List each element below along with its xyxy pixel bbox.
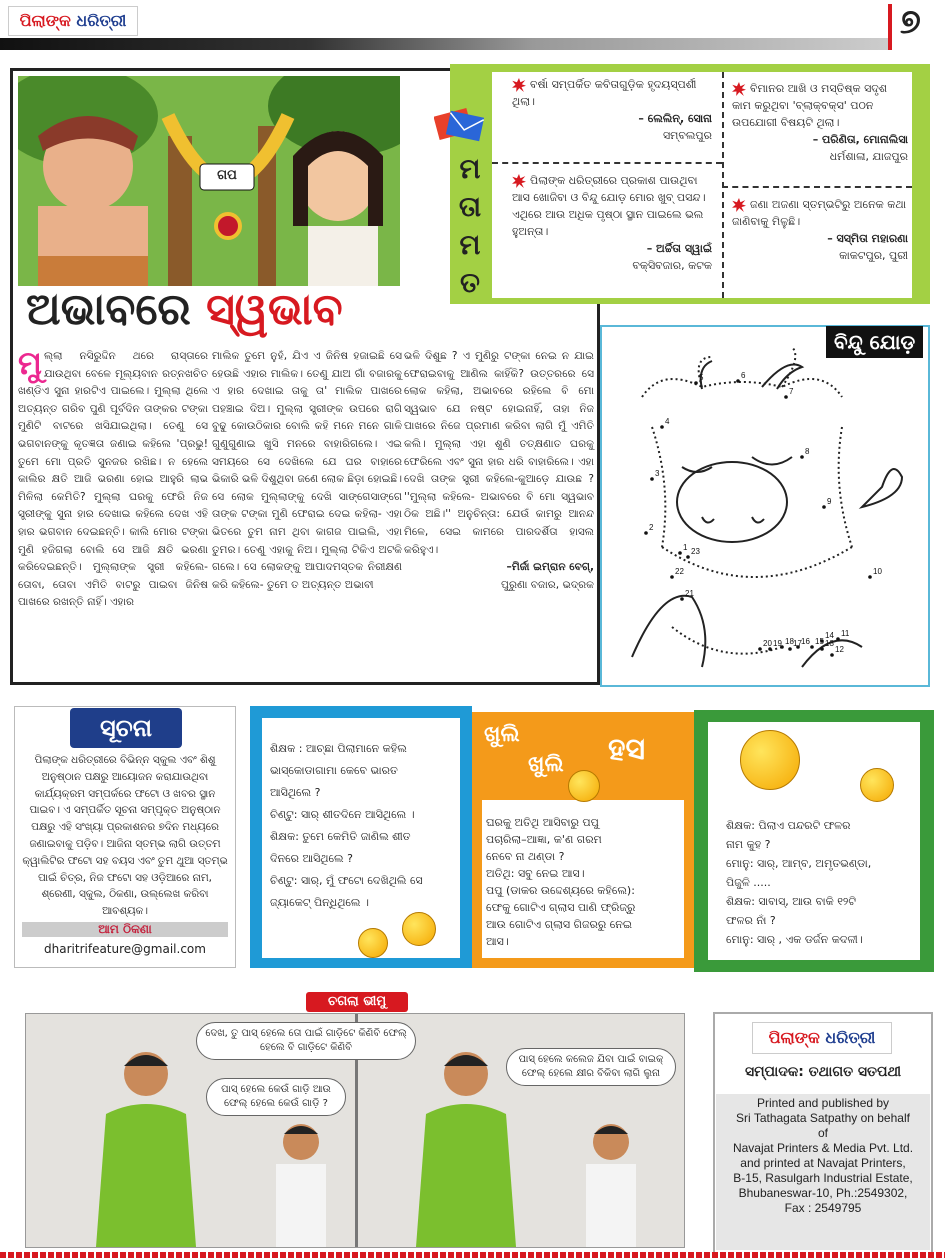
- header-logo: [8, 6, 138, 36]
- matamata-name: – ସସ୍ମିତା ମହାରଣା: [827, 232, 908, 245]
- joke-line: ଅତିଥି: ସବୁ ନେଇ ଆସ।: [486, 867, 585, 880]
- smiley-icon: [358, 928, 388, 958]
- joke-line: ଘରକୁ ଅତିଥି ଆସିବାରୁ ପପୁ: [486, 816, 599, 829]
- joke-line: ଚିଣ୍ଟୁ: ସାର୍‌ ଶୀତଦିନେ ଆସିଥିଲେ ।: [270, 808, 415, 821]
- dot: [670, 575, 674, 579]
- logo-part-a: ପିଲାଙ୍କ: [19, 11, 71, 30]
- logo-part-b: ଧରିତ୍ରୀ: [76, 11, 127, 30]
- editor-name: ସମ୍ପାଦକ: ତଥାଗତ ସତପଥୀ: [744, 1064, 902, 1080]
- dot: [644, 531, 648, 535]
- dot: [784, 395, 788, 399]
- suchana-email[interactable]: dharitrifeature@gmail.com: [44, 942, 206, 956]
- dot-number: 9: [827, 497, 832, 506]
- dot: [680, 597, 684, 601]
- dot-number: 22: [675, 567, 684, 576]
- joke-line: ନାମ କୁହ ?: [726, 838, 771, 851]
- dot: [660, 425, 664, 429]
- joke-line: ଚିଣ୍ଟୁ: ସାର୍‌, ମୁଁ ଫଟୋ ଦେଖିଥିଲି ସେ: [270, 874, 423, 887]
- page-number: ୭: [900, 2, 921, 42]
- joke-line: ପିଜୁଳି .....: [726, 876, 771, 889]
- imprint-line: Navajat Printers & Media Pvt. Ltd.: [732, 1141, 914, 1155]
- cartoon-title: ଚଗଲା ଭୀମୁ: [306, 992, 408, 1012]
- story-title: [26, 284, 343, 335]
- dot: [800, 455, 804, 459]
- smiley-icon: [740, 730, 800, 790]
- dot-number: 18: [785, 637, 794, 646]
- burst-icon: [732, 82, 746, 96]
- joke-line: ପଚାରିଲା–ଆଜ୍ଞା, କ'ଣ ଗରମ: [486, 833, 602, 846]
- dot-number: 11: [841, 629, 850, 638]
- header-bar: [0, 38, 888, 50]
- matamata-place: ଧର୍ମଶାଳା, ଯାଜପୁର: [829, 150, 908, 163]
- dot-number: 10: [873, 567, 882, 576]
- imprint-line: B-15, Rasulgarh Industrial Estate,: [733, 1171, 913, 1185]
- dot-number: 17: [793, 639, 802, 648]
- dot-number: 21: [685, 589, 694, 598]
- dot-number: 1: [683, 543, 688, 552]
- suchana-title: ସୂଚନା: [70, 708, 182, 748]
- story-column-1: [18, 344, 208, 612]
- joke1-text: [270, 738, 460, 914]
- matamata-place: ସମ୍ବଲପୁର: [662, 129, 712, 142]
- dot-number: 16: [801, 637, 810, 646]
- story-title-part-b: ସ୍ୱଭାବ: [206, 284, 343, 335]
- dot-number: 19: [773, 639, 782, 648]
- smiley-icon: [402, 912, 436, 946]
- matamata-text: ବର୍ଷା ସମ୍ପର୍କିତ କବିତାଗୁଡ଼ିକ ହୃଦୟସ୍ପର୍ଶୀ ଥିଲା।: [512, 78, 697, 108]
- matamata-name: – ଲେଲିନ୍‌, ସୋନା: [638, 112, 712, 125]
- dot-number: 15: [815, 637, 824, 646]
- matamata-text: ବିମାନର ଆଖି ଓ ମସ୍ତିଷ୍କ ସଦୃଶ କାମ କରୁଥିବା 'ବ୍ଲାକ୍‌ବକ୍ସ' ପଠନ ଉପଯୋଗୀ ବିଷୟଟି ଥିଲା।: [732, 82, 888, 129]
- cartoon-bubble: ପାସ୍‌ ହେଲେ କେଉଁ ଗାଡ଼ି ଆଉ ଫେଲ୍‌ ହେଲେ କେଉଁ ଗାଡ଼ି ?: [206, 1078, 346, 1116]
- story-column-2: [212, 348, 402, 594]
- joke-line: ମୋନୁ: ସାର୍‌ , ଏକ ଡର୍ଜନ କଦଳୀ।: [726, 933, 863, 946]
- matamata-letter: ମ: [459, 152, 481, 185]
- matamata-name: – ଅର୍ଚ୍ଚିତା ସ୍ୱାଇଁ: [646, 242, 712, 255]
- joke-line: ଫେକୁ ଗୋଟିଏ ଗ୍ଲାସ ପାଣି ଫ୍ରିଜ୍‌ରୁ: [486, 901, 636, 914]
- matamata-item: [512, 76, 712, 144]
- header-divider: [888, 4, 892, 50]
- imprint-line: Printed and published by: [756, 1096, 890, 1110]
- envelope-icon: [434, 104, 484, 144]
- dot-puzzle-title: ବିନ୍ଦୁ ଯୋଡ଼: [826, 326, 923, 358]
- dot-number: 13: [825, 639, 834, 648]
- dot: [686, 555, 690, 559]
- dot-number: 23: [691, 547, 700, 556]
- matamata-item: [732, 80, 908, 165]
- logo-part-a: ପିଲାଙ୍କ: [768, 1028, 820, 1047]
- joke-line: ଶିକ୍ଷକ: ତୁମେ କେମିତି ଜାଣିଲ ଶୀତ: [270, 830, 411, 843]
- story-title-part-a: ଅଭାବରେ: [26, 284, 191, 335]
- dot: [836, 637, 840, 641]
- joke-line: ଶିକ୍ଷକ: ପିଲାଏ ପନ୍ଦରଟି ଫଳର: [726, 819, 851, 832]
- dot-number: 2: [649, 523, 654, 532]
- story-author: –ମିର୍ଜା ଇମ୍ରାନ ବେଗ୍‌,: [506, 561, 594, 574]
- imprint-line: of: [817, 1126, 828, 1140]
- dot: [736, 379, 740, 383]
- joke-line: ଭାସ୍କୋଡାଗାମା କେବେ ଭାରତ: [270, 764, 398, 777]
- joke-line: ଦିନରେ ଆସିଥିଲେ ?: [270, 852, 353, 865]
- joke-line: ଫଳର ନାଁ ?: [726, 914, 776, 927]
- dot-puzzle-drawing: [602, 327, 928, 685]
- dot-number: 3: [655, 469, 660, 478]
- matamata-divider-v: [722, 72, 724, 298]
- joke-line: ଶିକ୍ଷକ: ସାବାସ୍‌, ଆଉ ବାକି ୧୨ଟି: [726, 895, 857, 908]
- joke-line: ନେବେ ନା ଥଣ୍ଡା ?: [486, 850, 565, 863]
- matamata-place: କାକଟପୁର, ପୁରୀ: [839, 249, 908, 262]
- matamata-place: ବକ୍ସିବଜାର, କଟକ: [632, 259, 712, 272]
- dot: [650, 477, 654, 481]
- matamata-divider-h2: [722, 186, 912, 188]
- cartoon-bubble: ପାସ୍‌ ହେଲେ କଲେଜ ଯିବା ପାଇଁ ବାଇକ୍‌ ଫେଲ୍‌ ହେଲେ କ୍ଷୀର ବିକିବା ଲାଗି ଲୁନା: [506, 1048, 676, 1086]
- burst-icon: [512, 78, 526, 92]
- smiley-icon: [860, 768, 894, 802]
- story-tag: ଗପ: [217, 168, 237, 183]
- story-col2-text: ମାଲିକ ତୁମେ ନୁହଁ, ଯିଏ ଏ ଜିନିଷ ହଜାଇଛି ସେ ହେଉଛି ଏହାର ମାଲିକ। ତେଣୁ ଯାଅ ଗାଁ ବଜାରକୁ ଏ ହାର ଦେଖାଇ ତାକୁ ତା' ମାଲିକ ପାଖରେ ପହଞ୍ଚାଇ ଦିଅ। ମୁଲ୍ଲା ସ୍ତ୍ରୀଙ୍କ ଉପରେ ରାଗି ବୁଢୁ କୋଉଠିକାର ବୋଲି କହି ମନେ ମନେ ଗାଳି ଗୁଣୁଗୁଣାଇ ଖୁସି ମନରେ ବାହାରିଗଲେ। ଏଇ ସମୟରେ ସେ ଦେଖିଲେ ଯେ ଘର ବାହାରେ ଭିକାରି ଭଳି ଦିଶୁଥିବା ଜଣେ ଲୋକ ଛିଡ଼ା ହୋଇଛି। ସେ ଲୋକ ମୁଲ୍ଲାଙ୍କୁ ଦେଖି ସାଙ୍ଗେସାଙ୍ଗେ ତାଙ୍କ ଟଙ୍କା ମୁଣି ଫେରାଇ ଦେଇ କହିଲା- ଏହା ଭିତରେ ତୁମ ନାମ ଥିବା କାଗଜ ପାଇଲି, ଏହା ତୁମର। ତେଣୁ ଏହାକୁ ନିଅ। ମୁଲ୍ଲା ଟିକିଏ ଅଟକି ଗଲେ। ସେ ଲୋକଙ୍କୁ ଆପାଦମସ୍ତକ ନିରୀକ୍ଷଣ କରି କହିଲେ- ତୁମେ ତ ଅତ୍ୟନ୍ତ ଅଭାବୀ: [212, 350, 402, 591]
- joke-line: ଜ୍ୟାକେଟ୍‌ ପିନ୍ଧିଥିଲେ ।: [270, 896, 369, 909]
- suchana-address-label: ଆମ ଠିକଣା: [22, 922, 228, 937]
- dot: [758, 647, 762, 651]
- matamata-name: – ପରିଣିତା, ମୋନାଲିସା: [812, 133, 908, 146]
- matamata-text: ପିଲାଙ୍କ ଧରିତ୍ରୀରେ ପ୍ରକାଶ ପାଉଥିବା ଆସ ଖୋଜିବା ଓ ବିନ୍ଦୁ ଯୋଡ଼ ମୋର ଖୁବ୍‌ ପସନ୍ଦ। ଏଥିରେ ଆଉ ଅଧିକ ପୃଷ୍ଠା ସ୍ଥାନ ପାଇଲେ ଭଲ ହୁଅନ୍ତା।: [512, 174, 706, 238]
- matamata-letters: [452, 150, 488, 302]
- imprint-line: Sri Tathagata Satpathy on behalf: [736, 1111, 910, 1125]
- matamata-letter: ତ: [460, 266, 480, 299]
- joke3-text: [726, 816, 916, 949]
- dot-number: 12: [835, 645, 844, 654]
- cartoon-frame: [25, 1013, 685, 1248]
- dot-number: 5: [699, 373, 704, 382]
- dot: [788, 647, 792, 651]
- editor-logo: [752, 1022, 892, 1054]
- dot-number: 6: [741, 371, 746, 380]
- dot-number: 14: [825, 631, 834, 640]
- imprint: [716, 1094, 930, 1250]
- burst-icon: [732, 198, 746, 212]
- dot: [820, 647, 824, 651]
- joke-line: ମୋନୁ: ସାର୍‌, ଆମ୍ବ, ଅମୃତଭଣ୍ଡା,: [726, 857, 872, 870]
- dot-number: 20: [763, 639, 772, 648]
- story-dropcap: ମୁ: [18, 344, 42, 382]
- matamata-text: ଜଣା ଅଜଣା ସ୍ତମ୍ଭଟିରୁ ଅନେକ କଥା ଜାଣିବାକୁ ମିଳୁଛି।: [732, 198, 907, 228]
- logo-part-b: ଧରିତ୍ରୀ: [825, 1028, 876, 1047]
- imprint-line: and printed at Navajat Printers,: [740, 1156, 906, 1170]
- suchana-body: ପିଲାଙ୍କ ଧରିତ୍ରୀରେ ବିଭିନ୍ନ ସ୍କୁଲ ଏବଂ ଶିଶୁ ଅନୁଷ୍ଠାନ ପକ୍ଷରୁ ଆୟୋଜନ କରାଯାଉଥିବା କାର୍ଯ୍ୟକ୍ରମ ସମ୍ପର୍କରେ ଫଟୋ ଓ ଖବର ସ୍ଥାନ ପାଇବ। ଏ ସମ୍ପର୍କିତ ସୂଚନା ସମ୍ପୃକ୍ତ ଅନୁଷ୍ଠାନ ପକ୍ଷରୁ ଏହି ସଂଖ୍ୟା ପ୍ରକାଶନର ୭ଦିନ ମଧ୍ୟରେ ଜଣାଇବାକୁ ପଡ଼ିବ। ଆଜିନା ସ୍ତମ୍ଭ ଲାଗି ଉତ୍ତମ କ୍ୱାଲିଟିର ଫଟୋ ସହ ବୟସ ଏବଂ ତୁମ ଥୁଆ ସ୍ତମ୍ଭ ପାଇଁ ଚିତ୍ର, ନିଜ ଫଟୋ ସହ ଓଡ଼ିଆରେ ନାମ, ଶ୍ରେଣୀ, ସ୍କୁଲ, ଠିକଣା, ଉଲ୍ଲେଖ କରିବା ଆବଶ୍ୟକ।: [22, 754, 228, 918]
- banner-word: ହସ: [608, 732, 646, 767]
- joke-line: ଆସ।: [486, 935, 509, 948]
- matamata-item: [512, 172, 712, 274]
- dot-number: 7: [789, 387, 794, 396]
- dot: [830, 653, 834, 657]
- dot: [694, 381, 698, 385]
- dot: [822, 505, 826, 509]
- dot-puzzle-frame: [600, 325, 930, 687]
- footer-strip: [0, 1252, 945, 1258]
- banner-word: ଖୁଲି: [484, 722, 520, 747]
- burst-icon: [512, 174, 526, 188]
- matamata-divider-h1: [492, 162, 722, 164]
- joke-line: ଆସିଥିଲେ ?: [270, 786, 321, 799]
- story-author-place: ପୁରୁଣା ବଜାର, ଭଦ୍ରକ: [501, 578, 594, 591]
- matamata-letter: ତା: [458, 190, 482, 223]
- story-col1-text: ଲ୍ଲା ନସିରୁଦ୍ଦିନ ଥରେ ରାସ୍ତାରେ ଯାଉଥିବା ବେଳେ ମୂଲ୍ୟବାନ ରତ୍ନଖଚିତ ଖଣ୍ଡିଏ ସୁନା ହାରଟିଏ ପାଇଲେ। ମୁଲ୍ଲା ଥିଲେ ଅତ୍ୟନ୍ତ ଗରିବ ପୁଣି ପୂର୍ବଦିନ ତାଙ୍କର ଟଙ୍କା ମୁଣିଟି ବାଟରେ ଖସିଯାଇଥିଲା। ତେଣୁ ସେ ଭଗବାନଙ୍କୁ କୃତଜ୍ଞତା ଜଣାଇ କହିଲେ 'ପ୍ରଭୁ! ତୁମେ ମୋ ପ୍ରତି ସୁନଜର ରଖିଛ। ନ ହେଲେ କାଲିର କ୍ଷତି ଆଜି ଭରଣା ହୋଇ ଆହୁରି ଲାଭ ମିଳିଲା କେମିତି? ମୁଲ୍ଲା ଘରକୁ ଫେରି ନିଜ ସ୍ତ୍ରୀଙ୍କୁ ସୁନା ହାର ଦେଖାଇ କହିଲେ ଦେଖ ଏହି ହାର ଭଗବାନ ଦେଇଛନ୍ତି। କାଲି ମୋର ଟଙ୍କା ମୁଣି ହଜିଗଲା ବୋଲି ସେ ଆଜି କ୍ଷତି ଭରଣା କରିଦେଇଛନ୍ତି। ମୁଲ୍ଲାଙ୍କ ସ୍ତ୍ରୀ କହିଲେ- ତୋବା, ତୋବା ଏମିତି ବାଟରୁ ପାଇବା ଜିନିଷ ପାଖରେ ରଖନ୍ତି ନାହିଁ। ଏହାର: [18, 350, 208, 609]
- banner-word: ଖୁଲି: [528, 752, 564, 777]
- joke2-text: [486, 814, 682, 950]
- matamata-letter: ମ: [459, 228, 481, 261]
- dot-number: 8: [805, 447, 810, 456]
- dot: [678, 551, 682, 555]
- cartoon-bubble: ଦେଖ, ତୁ ପାସ୍‌ ହେଲେ ତୋ ପାଇଁ ଗାଡ଼ିଟେ କିଣିବି ଫେଲ୍‌ ହେଲେ ବି ଗାଡ଼ିଟେ କିଣିବି: [196, 1022, 416, 1060]
- imprint-line: Fax : 2549795: [784, 1201, 862, 1215]
- story-col3-text: ଭଳି ଦିଶୁଛ ? ଏ ମୁଣିରୁ ଟଙ୍କା ନେଇ ନ ଯାଇ ଫେରାଇବାକୁ ଆଣିଲ କାହିଁକି? ଉତ୍ତରରେ ସେ ଲୋକ କହିଲା, ଅଭାବରେ ରହିଲେ ବି ମୋ ସ୍ୱଭାବ ଯେ ନଷ୍ଟ ହୋଇନାହିଁ, ତାହା ନିଜ ପାଖରେ ନିଜେ ପ୍ରମାଣ କରିବା ଲାଗି ମୁଁ ଏମିତି କଲି। ମୁଲ୍ଲା ଏହା ଶୁଣି ତତ୍‌କ୍ଷଣାତ ଘରକୁ ଫେରିଲେ ଏବଂ ସୁନା ହାର ଧରି ବାହାରିଲେ। ଏହା ଦେଖି ତାଙ୍କ ସ୍ତ୍ରୀ କହିଲେ-କୁଆଡ଼େ ଯାଉଛ ? ''ମୁଲ୍ଲା କହିଲେ- ଅଭାବରେ ବି ମୋ ସ୍ୱଭାବ ଠିକ ଅଛି।'' ଅନୁଚିନ୍ତା: ଯେଉଁ କାମରୁ ଆନନ୍ଦ ମିଳେ, ସେଇ କାମରେ ପାରଦର୍ଶିତା ହାସଲ କରିହୁଏ।: [404, 350, 594, 556]
- smiley-icon: [568, 770, 600, 802]
- imprint-line: Bhubaneswar-10, Ph.:2549302,: [738, 1186, 908, 1200]
- dot: [868, 575, 872, 579]
- dot: [810, 645, 814, 649]
- joke-line: ପପୁ (ଡାକର ଉଦ୍ଦେଶ୍ୟରେ କହିଲେ):: [486, 884, 635, 897]
- joke-line: ଶିକ୍ଷକ : ଆଚ୍ଛା ପିଲାମାନେ କହିଲ: [270, 742, 407, 755]
- matamata-item: [732, 196, 908, 264]
- story-column-3: [404, 348, 594, 594]
- joke-line: ଆଉ ଗୋଟିଏ ଗ୍ଲାସ ଗିଜରରୁ ନେଇ: [486, 918, 632, 931]
- story-illustration: [18, 76, 400, 286]
- dot-number: 4: [665, 417, 670, 426]
